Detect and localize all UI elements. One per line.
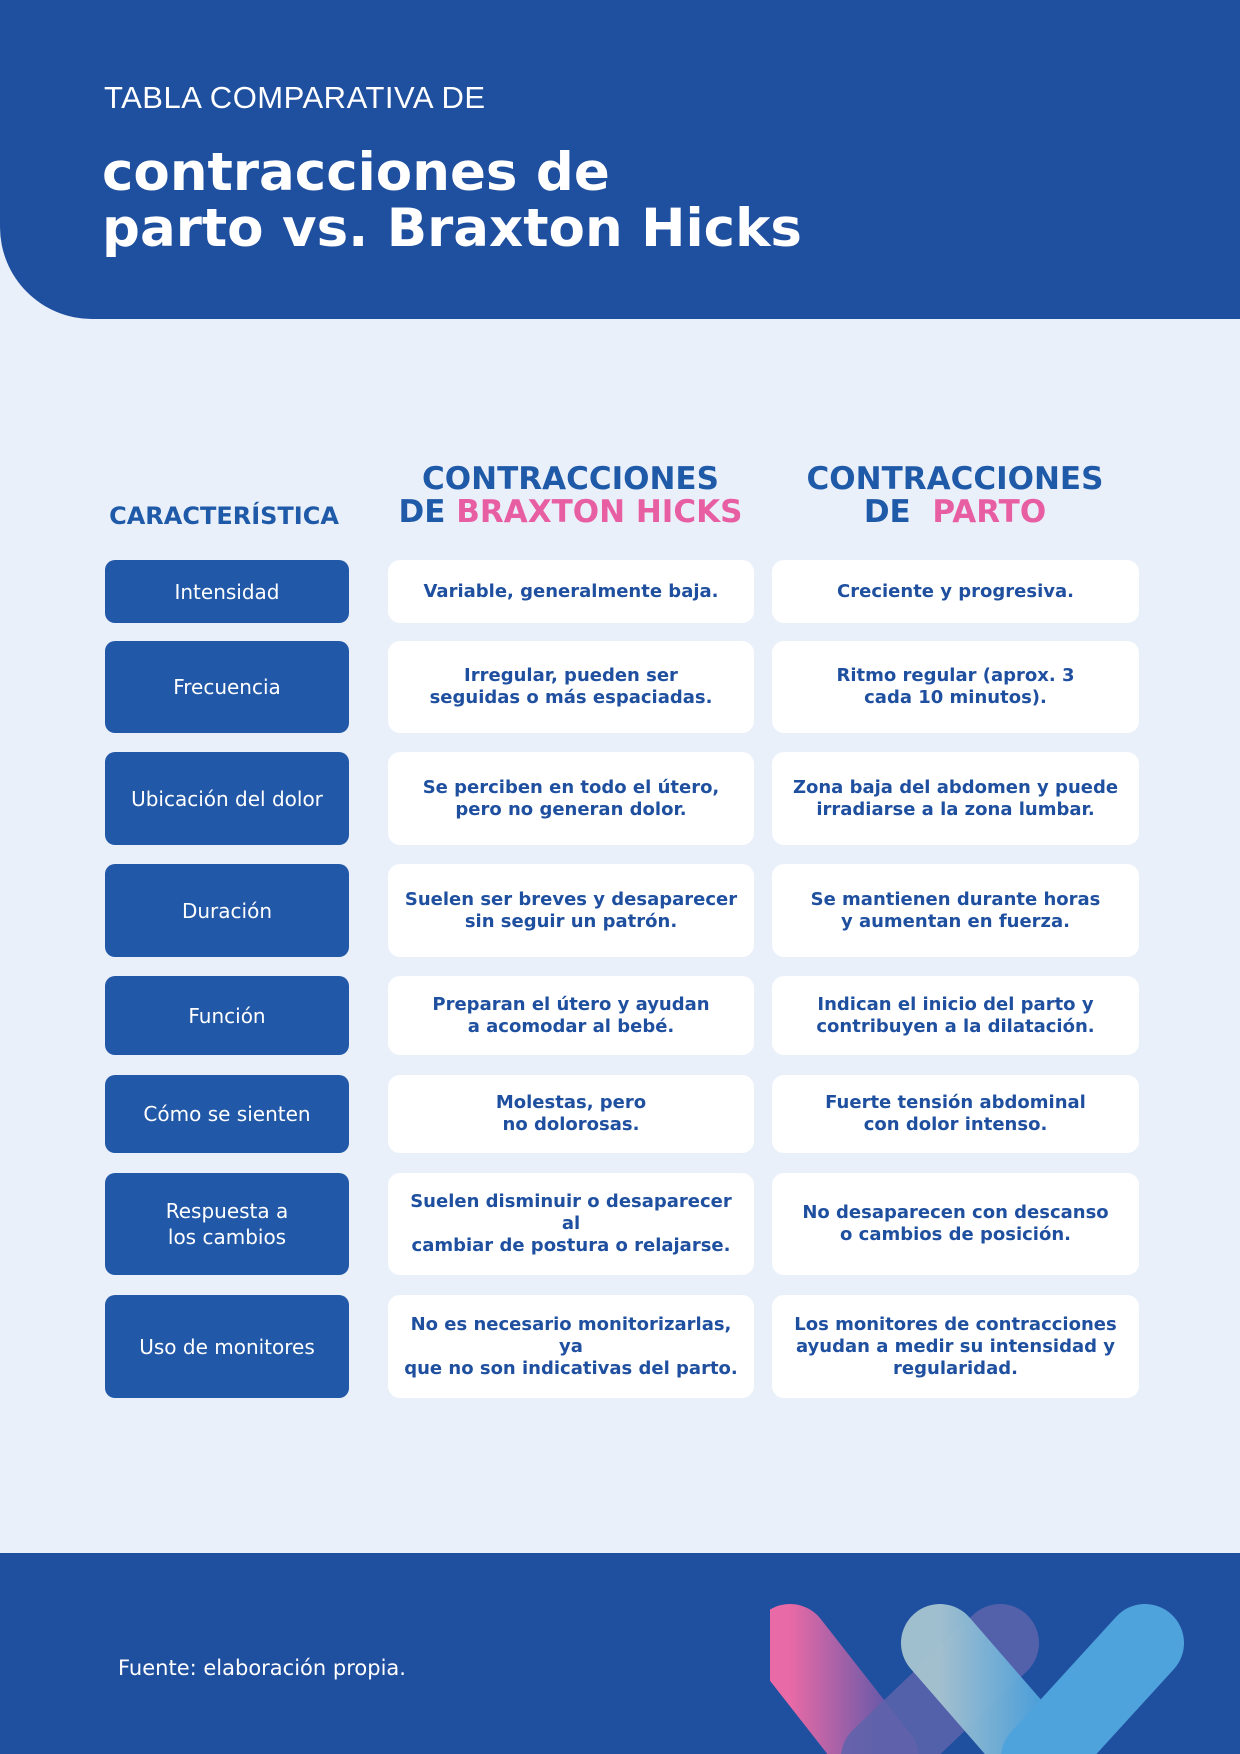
parto-cell: Creciente y progresiva. [772,560,1139,623]
parto-cell: No desaparecen con descanso o cambios de posición. [772,1173,1139,1275]
parto-cell: Los monitores de contracciones ayudan a medir su intensidad y regularidad. [772,1295,1139,1398]
table-row [0,1075,1240,1153]
braxton-header-line1: CONTRACCIONES [422,461,719,497]
table-row [0,864,1240,957]
title-line-2: parto vs. Braxton Hicks [102,198,802,259]
header-banner [0,0,1240,319]
table-row [0,1295,1240,1398]
parto-header-highlight: PARTO [932,494,1047,530]
row-label [105,641,349,733]
braxton-cell: No es necesario monitorizarlas, ya que no son indicativas del parto. [388,1295,754,1398]
braxton-cell: Molestas, pero no dolorosas. [388,1075,754,1153]
braxton-cell: Preparan el útero y ayudan a acomodar al bebé. [388,976,754,1055]
parto-header-prefix: DE [863,494,933,530]
row-label [105,560,349,623]
parto-header-line1: CONTRACCIONES [806,461,1104,497]
braxton-cell: Se perciben en todo el útero, pero no generan dolor. [388,752,754,845]
page-title [102,142,802,259]
row-label-text: Intensidad [174,579,280,604]
row-label [105,752,349,845]
table-row [0,976,1240,1055]
braxton-cell: Suelen ser breves y desaparecer sin seguir un patrón. [388,864,754,957]
parto-cell: Zona baja del abdomen y puede irradiarse a la zona lumbar. [772,752,1139,845]
row-label-text: Uso de monitores [139,1334,315,1359]
table-row [0,752,1240,845]
parto-cell: Indican el inicio del parto y contribuyen a la dilatación. [772,976,1139,1055]
braxton-header-highlight: BRAXTON HICKS [456,494,743,530]
column-header-braxton-hicks [388,463,753,529]
row-label-text: Respuesta a los cambios [165,1199,289,1249]
table-row [0,641,1240,733]
parto-cell: Ritmo regular (aprox. 3 cada 10 minutos). [772,641,1139,733]
column-header-characteristic: CARACTERÍSTICA [109,502,339,530]
braxton-cell: Irregular, pueden ser seguidas o más espaciadas. [388,641,754,733]
footer-banner [0,1553,1240,1754]
braxton-header-prefix: DE [398,494,457,530]
row-label [105,1173,349,1275]
braxton-cell: Suelen disminuir o desaparecer al cambiar de postura o relajarse. [388,1173,754,1275]
parto-cell: Fuerte tensión abdominal con dolor intenso. [772,1075,1139,1153]
row-label [105,1295,349,1398]
table-row [0,1173,1240,1275]
row-label-text: Ubicación del dolor [131,786,323,811]
braxton-cell: Variable, generalmente baja. [388,560,754,623]
header-kicker: TABLA COMPARATIVA DE [104,80,486,115]
table-row [0,560,1240,623]
row-label [105,976,349,1055]
parto-cell: Se mantienen durante horas y aumentan en fuerza. [772,864,1139,957]
row-label [105,1075,349,1153]
column-header-parto [772,463,1138,529]
row-label-text: Frecuencia [173,675,281,699]
row-label [105,864,349,957]
row-label-text: Función [188,1003,266,1028]
row-label-text: Duración [181,898,273,923]
brand-logo-icon [770,1573,1200,1754]
title-line-1: contracciones de [102,142,610,203]
source-note: Fuente: elaboración propia. [118,1656,406,1680]
row-label-text: Cómo se sienten [143,1102,311,1126]
